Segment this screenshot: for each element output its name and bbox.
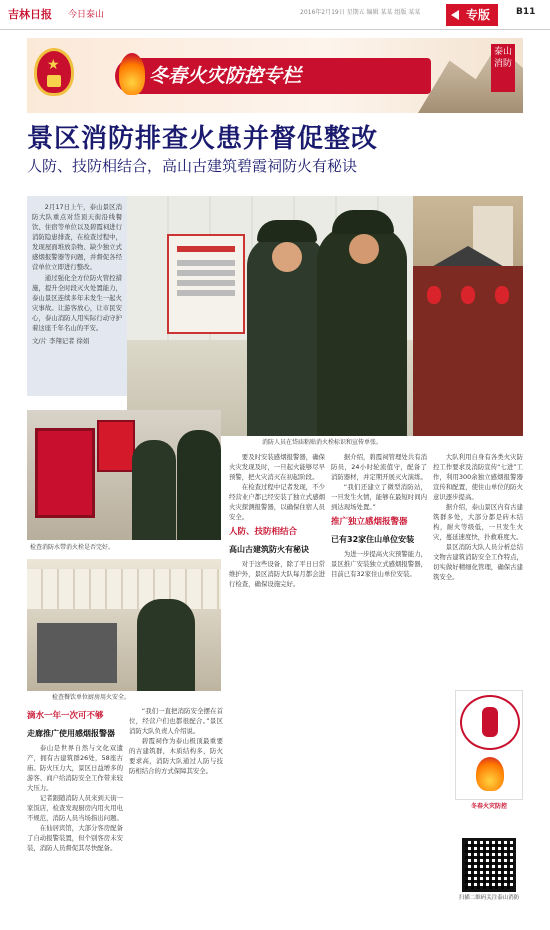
kitchen-photo-caption: 检查餐饮单位厨房用火安全。 [52,694,131,701]
banner-title: 冬春火灾防控专栏 [149,65,302,87]
extinguisher-icon [460,695,520,750]
special-tag-label: 专版 [466,8,491,22]
body-paragraph: 景区消防大队人员分析总结文物古建筑消防安全工作特点，切实做好精细化管理，确保古建筑安全。 [433,543,523,581]
article-column-1 [27,706,123,922]
section-subheading: 走廊推广使用感烟报警器 [27,729,115,738]
qr-code-icon[interactable] [462,838,516,892]
article-column-3 [331,452,427,922]
lantern-icon [427,286,441,304]
stove [37,623,117,683]
flame-icon [119,53,145,95]
byline: 文/片 李翔记者 徐娟 [32,337,90,345]
fire-department-emblem-icon [34,48,74,96]
special-tag [446,4,498,26]
officer-figure [132,440,176,540]
date-line: 2016年2月19日 星期五 编辑 某某 组版 某某 [300,9,421,16]
section-subheading: 高山古建筑防火有秘诀 [229,545,309,554]
hydrant-cabinet [35,428,95,518]
poster-image [167,234,245,334]
body-paragraph: 在检查过程中记者发现，不少经营业户都已经安装了独立式感烟火灾探测报警器，以确保住宿人员安全。 [229,483,325,521]
qr-label: 扫描二维码关注泰山消防 [458,895,520,901]
lead-summary [27,196,127,396]
body-paragraph: 记者跟随消防人员来到天街一家饭店，检查发现厨房内用火用电不规范，消防人员当场指出问题。 [27,794,123,822]
subheadline: 人防、技防相结合，高山古建筑碧霞祠防火有秘诀 [27,157,358,175]
article-column-2 [229,452,325,922]
officer-figure [177,430,221,540]
arrow-left-icon [451,10,459,20]
page-number: B11 [516,7,536,17]
ad-label: 冬春火灾防控 [470,803,507,810]
main-photo-caption: 消防人员在岱庙粘贴消火栓标识和宣传单张。 [262,439,383,446]
newspaper-logo: 吉林日报 [8,8,52,21]
body-paragraph: 为进一步提高火灾预警能力，景区推广安装独立式感烟报警器，目前已有32家住山单位安装。 [331,550,427,578]
body-paragraph: 碧霞祠作为泰山极顶最重要的古建筑群，木质结构多，防火要求高，消防大队通过人防与技防相结合的方式保障其安全。 [129,737,223,775]
lantern-icon [461,286,475,304]
body-paragraph: 大队利用自身有各类火灾防控工作要求及消防宣传“七进”工作，利用300余独立感烟报警器宣传和配置，使住山单位的防火意识逐步提高。 [433,453,523,501]
section-subheading: 已有32家住山单位安装 [331,535,415,544]
lantern-icon [495,286,509,304]
lead-paragraph: 2月17日上午，泰山景区消防大队重点对岱顶天街沿线餐饮、住宿等单位以及碧霞祠进行消防隐患排查，在检查过程中，发现屋面堆放杂物、缺少独立式感烟报警器等问题，并督促各经营单位立即进行整改。 [32,203,122,271]
masthead [0,0,550,30]
body-paragraph: 要及时安装感烟报警器，确保火灾发现及时，一旦起火能够尽早预警，把火灾消灭在初起阶段。 [229,453,325,481]
section-heading: 人防、技防相结合 [229,527,298,537]
fire-safety-ad [455,690,523,800]
column-banner [27,38,523,113]
kitchen-photo [27,559,221,691]
body-paragraph: 据介绍，碧霞祠管理处共有消防员，24小时轮流值守，配备了消防器材，并定期开展灭火演练。 [331,453,427,481]
article-column-1b [129,706,223,922]
section-name: 今日泰山 [68,10,105,20]
article-column-4 [433,452,523,688]
section-heading: 滴水一年一次可不够 [27,711,104,721]
flame-icon [476,757,504,791]
star-icon: ★ [47,57,60,73]
officer-figure [137,599,195,691]
hydrant-cabinet [97,420,135,472]
body-paragraph: 据介绍，泰山景区内有古建筑群多处，大部分都是砖木结构，耐火等级低，一旦发生火灾，蔓延速度快，扑救难度大。 [433,503,523,541]
seal-stamp: 泰山消防 [491,44,515,92]
body-paragraph: 对于这些设备，除了平日日常维护外，景区消防大队每月都会进行检查，确保设施完好。 [229,560,325,588]
body-paragraph: “我们还建立了微型消防站，一旦发生火情，能够在最短时间内到达现场处置。” [331,483,427,511]
hydrant-photo-caption: 检查消防水带消火栓是否完好。 [30,544,115,551]
lead-paragraph: 通过强化全方位防火管控措施，提升全时段灭火处置能力，泰山景区连续多年未发生一起火灾事故。让游客放心，让市民安心，泰山消防人用实际行动守护着这座千年名山的平安。 [32,274,122,332]
body-paragraph: 泰山是世界自然与文化双遗产，拥有古建筑群26处，58座古庙。防火压力大，景区日益增多的游客、商户给消防安全工作带来较大压力。 [27,744,123,792]
headline: 景区消防排查火患并督促整改 [27,124,379,154]
body-paragraph: “我们一直把消防安全摆在首位，经营户们也都很配合。”景区消防大队负责人介绍说。 [129,707,223,735]
main-photo [127,196,413,436]
body-paragraph: 在仙居宾馆，大部分客房配备了自动报警装置，但个别客房未安装，消防人员督促其尽快配备。 [27,824,123,852]
hydrant-photo [27,410,221,540]
section-heading: 推广独立感烟报警器 [331,517,408,527]
temple-photo [413,196,523,436]
